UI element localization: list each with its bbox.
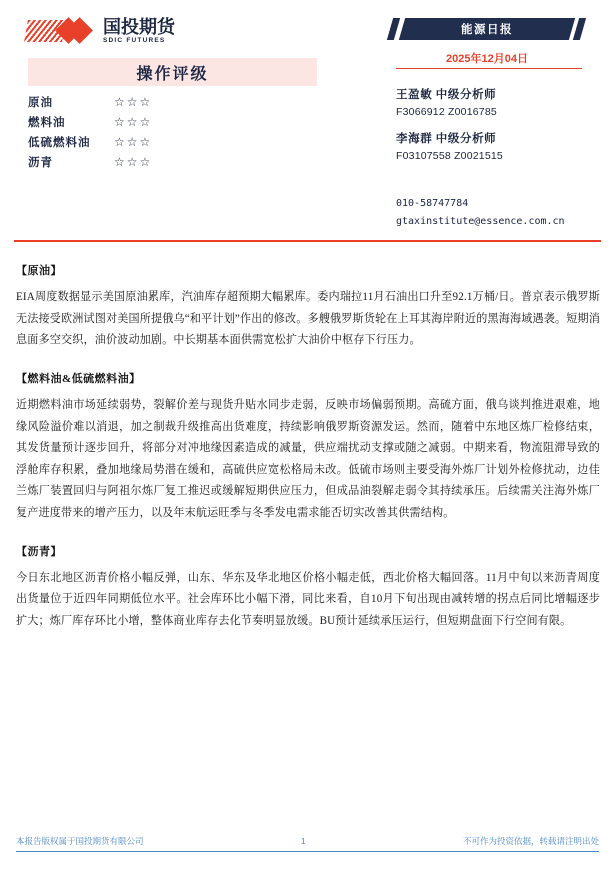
banner-accent-right-icon	[573, 18, 586, 40]
section-crude-oil	[16, 262, 600, 352]
analyst-license-codes: F3066912 Z0016785	[396, 106, 497, 118]
rating-row	[28, 134, 328, 154]
footer-page-number: 1	[300, 836, 306, 846]
rating-title-banner	[28, 58, 317, 86]
rating-stars: ☆☆☆	[114, 115, 153, 129]
rating-stars: ☆☆☆	[114, 95, 153, 109]
logo-mark-icon	[26, 18, 96, 44]
logo-text	[103, 18, 175, 45]
banner-accent-left-icon	[387, 18, 400, 40]
footer-divider-rule	[16, 851, 599, 852]
contact-block	[396, 198, 611, 234]
section-body-text: 今日东北地区沥青价格小幅反弹，山东、华东及华北地区价格小幅走低，西北价格大幅回落。11月中旬以来沥青周度出货量位于近四年同期低位水平。社会库环比小幅下滑，同比来看，自10月下旬出现由减转增的拐点后同比增幅逐步扩大；炼厂库存环比小增，整体商业库存去化节奏明显放缓。BU预计延续承压运行，但短期盘面下行空间有限。	[16, 571, 600, 627]
rating-stars: ☆☆☆	[114, 135, 153, 149]
rating-row	[28, 94, 328, 114]
rating-product-name: 低硫燃料油	[28, 137, 91, 149]
section-fuel-oil	[16, 370, 600, 525]
rating-row	[28, 154, 328, 174]
report-header	[0, 0, 615, 232]
footer-row	[16, 835, 599, 851]
report-type-label: 能源日报	[461, 24, 513, 36]
footer-copyright: 本报告版权属于国投期货有限公司	[16, 836, 144, 846]
report-content	[16, 262, 600, 651]
rating-title: 操作评级	[136, 65, 209, 83]
rating-product-name: 燃料油	[28, 117, 66, 129]
contact-phone: 010-58747784	[396, 198, 469, 209]
analyst-license-codes: F03107558 Z0021515	[396, 150, 503, 162]
analyst-name: 王盈敏 中级分析师	[396, 89, 497, 101]
rating-row	[28, 114, 328, 134]
section-body-text: EIA周度数据显示美国原油累库，汽油库存超预期大幅累库。委内瑞拉11月石油出口升至92.1万桶/日。普京表示俄罗斯无法接受欧洲试图对美国所提俄乌“和平计划”作出的修改。多艘俄罗斯货轮在上耳其海岸附近的黑海海域遇袭。短期消息面多空交织，油价波动加剧。中长期基本面供需宽松扩大油价中枢存下行压力。	[16, 291, 600, 347]
report-footer	[16, 835, 599, 852]
section-heading: 【原油】	[16, 265, 62, 277]
rating-stars: ☆☆☆	[114, 155, 153, 169]
rating-product-name: 沥青	[28, 157, 53, 169]
contact-email[interactable]: gtaxinstitute@essence.com.cn	[396, 216, 565, 227]
header-divider-rule	[14, 240, 601, 242]
company-logo	[26, 16, 175, 46]
section-body-text: 近期燃料油市场延续弱势，裂解价差与现货升贴水同步走弱，反映市场偏弱预期。高硫方面，俄乌谈判推进艰难，地缘风险溢价难以消退，加之制裁升级推高出货难度，持续影响俄罗斯资源发运。然而，随着中东地区炼厂检修结束，其发货量预计逐步回升，将部分对冲地缘因素造成的减量，供应端扰动支撑或随之减弱。中期来看，物流阻滞导致的浮舱库存积累，叠加地缘局势潜在缓和，高硫供应宽松格局未改。低硫市场则主要受海外炼厂计划外检修扰动，边佳兰炼厂装置回归与阿祖尔炼厂复工推迟或缓解短期供应压力，但成品油裂解走弱令其持续承压。后续需关注海外炼厂复产进度带来的增产压力，以及年末航运旺季与冬季发电需求能否切实改善其供需结构。	[16, 398, 600, 519]
section-heading: 【燃料油&低硫燃料油】	[16, 372, 141, 385]
analyst-list	[396, 86, 611, 174]
rating-product-name: 原油	[28, 97, 53, 109]
logo-company-name-en: SDIC FUTURES	[103, 36, 166, 44]
report-type-banner	[390, 18, 600, 40]
section-heading: 【沥青】	[16, 545, 62, 558]
footer-disclaimer: 不可作为投资依据，转载请注明出处	[462, 836, 599, 846]
logo-company-name-cn: 国投期货	[103, 16, 175, 37]
analyst-name: 李海群 中级分析师	[396, 133, 497, 145]
rating-list	[28, 94, 328, 174]
date-underline	[396, 68, 582, 69]
section-bitumen	[16, 543, 600, 633]
report-date: 2025年12月04日	[446, 53, 528, 65]
